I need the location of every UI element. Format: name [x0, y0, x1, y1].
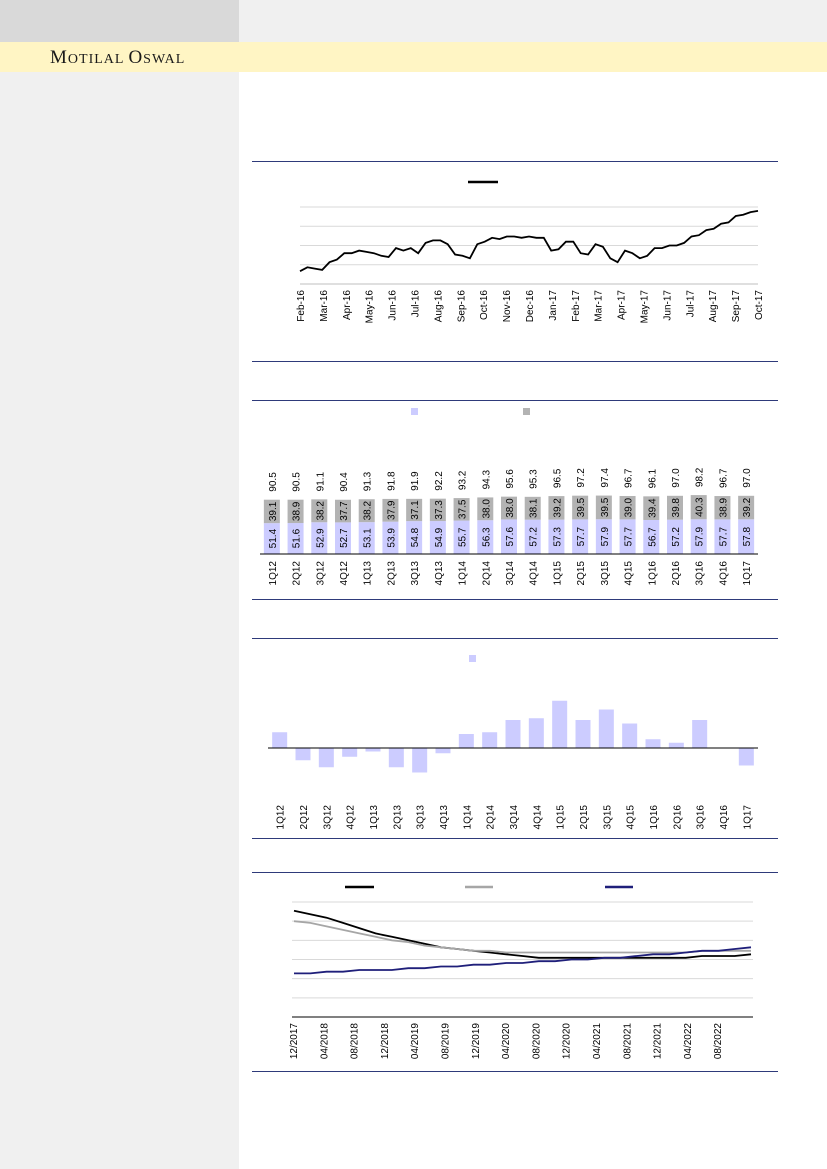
- data-label-segment-1: 57.2: [671, 527, 682, 547]
- x-tick-label: Aug-16: [433, 290, 445, 323]
- chart-4-svg: [250, 873, 778, 1070]
- data-label-segment-1: 52.9: [315, 528, 327, 548]
- bar: [552, 701, 567, 748]
- x-tick-label: 2Q16: [671, 561, 682, 586]
- x-tick-label: 08/2020: [531, 1023, 543, 1060]
- x-tick-label: 2Q13: [386, 561, 398, 586]
- x-tick-label: 3Q12: [322, 805, 334, 830]
- x-tick-label: Nov-16: [502, 290, 514, 323]
- data-label-segment-2: 40.3: [694, 497, 706, 517]
- x-tick-label: 4Q15: [623, 561, 635, 586]
- data-label-segment-2: 39.4: [647, 498, 659, 518]
- x-tick-label: 1Q15: [555, 805, 567, 830]
- chart4-bottom-rule: [252, 1071, 778, 1072]
- data-label-segment-1: 51.4: [267, 528, 279, 549]
- brand-logo: MOTILAL OSWAL: [50, 47, 186, 68]
- data-label-segment-2: 38.2: [362, 500, 374, 521]
- data-label-total: 96.7: [623, 468, 635, 488]
- bar: [412, 748, 427, 773]
- x-tick-label: Feb-16: [296, 290, 307, 322]
- data-label-segment-1: 56.7: [647, 527, 659, 547]
- x-tick-label: 3Q14: [505, 561, 516, 586]
- x-tick-label: 08/2018: [349, 1023, 361, 1060]
- data-label-segment-2: 38.0: [505, 498, 516, 518]
- x-tick-label: 1Q16: [647, 561, 659, 586]
- x-tick-label: Jul-17: [685, 290, 697, 318]
- chart2-bottom-rule: [252, 599, 778, 600]
- x-tick-label: 1Q17: [742, 561, 754, 586]
- x-tick-label: Oct-17: [754, 290, 765, 321]
- data-label-segment-2: 38.2: [315, 501, 327, 521]
- chart-3-bar: [250, 639, 778, 837]
- x-tick-label: 2Q12: [291, 561, 303, 586]
- data-label-segment-1: 57.9: [694, 526, 706, 547]
- data-label-segment-1: 54.9: [433, 527, 445, 548]
- bar: [389, 748, 404, 767]
- data-label-segment-2: 37.5: [457, 499, 469, 520]
- legend-swatch: [469, 655, 476, 662]
- bar: [482, 732, 497, 748]
- x-tick-label: 12/2020: [561, 1023, 573, 1060]
- data-label-total: 95.6: [505, 469, 516, 489]
- data-label-segment-2: 39.2: [742, 497, 754, 518]
- data-label-segment-1: 56.3: [481, 527, 493, 547]
- data-label-total: 98.2: [694, 467, 706, 488]
- data-label-total: 96.1: [647, 468, 659, 489]
- data-label-total: 91.9: [410, 471, 422, 491]
- x-tick-label: 4Q14: [528, 561, 540, 586]
- bar: [646, 739, 661, 748]
- x-tick-label: 1Q14: [457, 561, 469, 586]
- data-label-segment-1: 54.8: [410, 527, 422, 548]
- data-label-total: 97.2: [576, 468, 588, 488]
- legend-swatch-2: [523, 408, 530, 415]
- bar: [529, 718, 544, 748]
- data-label-segment-2: 39.5: [576, 497, 588, 518]
- data-label-total: 90.5: [267, 472, 279, 492]
- series-line-3: [294, 947, 751, 973]
- x-tick-label: 1Q12: [267, 561, 279, 586]
- data-label-total: 94.3: [481, 469, 493, 490]
- x-tick-label: 2Q12: [299, 805, 310, 830]
- x-tick-label: 2Q13: [392, 805, 404, 830]
- x-tick-label: 04/2018: [319, 1023, 331, 1060]
- x-tick-label: 3Q14: [509, 805, 520, 830]
- bar: [366, 748, 381, 752]
- x-tick-label: 08/2021: [622, 1023, 634, 1060]
- data-label-total: 97.4: [599, 468, 611, 488]
- chart-2-svg: [250, 401, 778, 598]
- data-label-segment-1: 57.7: [623, 526, 635, 547]
- x-tick-label: Mar-16: [318, 290, 330, 322]
- x-tick-label: 3Q16: [694, 561, 706, 586]
- x-tick-label: 1Q15: [552, 561, 564, 586]
- data-label-segment-1: 53.1: [362, 528, 374, 548]
- data-label-segment-2: 39.8: [671, 498, 682, 518]
- data-label-total: 91.8: [386, 471, 398, 491]
- x-tick-label: Jan-17: [547, 290, 559, 321]
- data-label-segment-2: 37.1: [410, 500, 422, 520]
- bar: [669, 743, 684, 748]
- bar: [296, 748, 311, 760]
- data-label-total: 90.5: [291, 472, 303, 492]
- series-line-2: [294, 921, 751, 952]
- data-label-total: 93.2: [457, 470, 469, 491]
- data-label-segment-2: 37.3: [433, 500, 445, 520]
- x-tick-label: Aug-17: [708, 290, 720, 323]
- data-label-segment-1: 51.6: [291, 528, 303, 549]
- x-tick-label: 2Q14: [481, 561, 493, 586]
- data-label-segment-1: 52.7: [339, 528, 350, 548]
- x-tick-label: 12/2019: [470, 1023, 482, 1060]
- x-tick-label: 4Q15: [625, 805, 637, 830]
- data-label-segment-1: 57.6: [505, 526, 516, 547]
- left-top-block: [0, 0, 239, 42]
- x-tick-label: 08/2019: [440, 1023, 452, 1060]
- x-tick-label: 4Q13: [439, 805, 450, 830]
- x-tick-label: 3Q15: [599, 561, 611, 586]
- x-tick-label: 4Q16: [718, 561, 730, 586]
- chart3-bottom-rule: [252, 838, 778, 839]
- chart-1-index-line: [250, 162, 778, 360]
- bar: [739, 748, 754, 766]
- data-label-total: 92.2: [433, 471, 445, 491]
- data-label-segment-1: 57.9: [599, 526, 611, 547]
- data-label-segment-1: 57.7: [576, 526, 588, 547]
- bar: [599, 710, 614, 749]
- bar: [692, 720, 707, 748]
- data-label-segment-1: 55.7: [457, 527, 469, 548]
- x-tick-label: Jun-16: [387, 290, 399, 321]
- chart-2-stacked-bar: [250, 401, 778, 598]
- x-tick-label: 3Q12: [315, 561, 327, 586]
- x-tick-label: May-16: [364, 290, 376, 324]
- x-tick-label: Apr-17: [616, 290, 628, 321]
- data-label-segment-2: 39.2: [552, 498, 564, 518]
- data-label-segment-2: 39.5: [599, 497, 611, 518]
- bar: [576, 720, 591, 748]
- chart-1-svg: [250, 162, 778, 360]
- data-label-total: 96.5: [552, 468, 564, 489]
- x-tick-label: 3Q13: [415, 805, 427, 830]
- data-label-segment-1: 53.9: [386, 528, 398, 548]
- data-label-segment-2: 38.1: [528, 498, 540, 518]
- data-label-segment-2: 37.9: [386, 500, 398, 521]
- data-label-segment-1: 57.2: [528, 527, 540, 547]
- data-label-total: 97.0: [671, 468, 682, 488]
- data-label-total: 96.7: [718, 468, 730, 489]
- x-tick-label: 2Q14: [485, 805, 497, 830]
- x-tick-label: 3Q16: [695, 805, 707, 830]
- x-tick-label: May-17: [639, 290, 651, 324]
- x-tick-label: 4Q12: [345, 805, 357, 830]
- x-tick-label: Sep-16: [456, 290, 468, 323]
- bar: [319, 748, 334, 767]
- data-label-segment-2: 39.1: [267, 501, 279, 522]
- x-tick-label: 04/2022: [682, 1023, 694, 1060]
- chart1-bottom-rule: [252, 361, 778, 362]
- x-tick-label: 04/2021: [592, 1023, 603, 1060]
- x-tick-label: 12/2021: [652, 1023, 664, 1060]
- x-tick-label: 1Q17: [742, 805, 754, 830]
- data-label-segment-2: 39.0: [623, 497, 635, 518]
- bar: [342, 748, 357, 757]
- bar: [622, 724, 637, 749]
- chart-4-multi-line: [250, 873, 778, 1070]
- x-tick-label: 12/2017: [289, 1023, 300, 1060]
- x-tick-label: Dec-16: [525, 290, 536, 323]
- x-tick-label: 1Q14: [462, 805, 474, 830]
- top-strip: [239, 0, 827, 42]
- data-label-segment-1: 57.7: [718, 526, 730, 547]
- bar: [272, 732, 287, 748]
- x-tick-label: 2Q15: [579, 805, 590, 830]
- data-label-total: 97.0: [742, 468, 754, 488]
- x-tick-label: 3Q13: [410, 561, 422, 586]
- data-label-segment-1: 57.8: [742, 526, 754, 547]
- x-tick-label: Mar-17: [593, 290, 605, 322]
- x-tick-label: Jul-16: [410, 290, 422, 318]
- x-tick-label: 1Q13: [362, 561, 374, 586]
- x-tick-label: 1Q12: [275, 805, 287, 830]
- x-tick-label: Jun-17: [662, 290, 674, 321]
- x-tick-label: 08/2022: [713, 1023, 725, 1060]
- data-label-total: 91.1: [315, 471, 327, 492]
- x-tick-label: 04/2019: [410, 1023, 422, 1060]
- x-tick-label: 2Q15: [576, 561, 588, 586]
- x-tick-label: Apr-16: [341, 290, 353, 321]
- series-line: [300, 211, 758, 271]
- data-label-segment-2: 38.0: [481, 499, 493, 519]
- data-label-segment-2: 38.9: [291, 501, 303, 522]
- legend-swatch-1: [411, 408, 418, 415]
- x-tick-label: 4Q13: [433, 561, 445, 586]
- data-label-total: 95.3: [528, 469, 540, 489]
- data-label-segment-2: 37.7: [339, 501, 350, 521]
- x-tick-label: Sep-17: [731, 289, 743, 323]
- x-tick-label: 1Q16: [649, 805, 660, 830]
- x-tick-label: 3Q15: [602, 805, 614, 830]
- bar: [459, 734, 474, 748]
- x-tick-label: 1Q13: [369, 805, 380, 830]
- chart-3-svg: [250, 639, 778, 837]
- x-tick-label: 4Q14: [532, 805, 544, 830]
- x-tick-label: 4Q12: [339, 561, 350, 586]
- data-label-segment-2: 38.9: [718, 497, 730, 518]
- bar: [436, 748, 451, 753]
- data-label-segment-1: 57.3: [552, 527, 564, 547]
- data-label-total: 90.4: [339, 472, 350, 492]
- x-tick-label: 2Q16: [672, 805, 684, 830]
- bar: [506, 720, 521, 748]
- x-tick-label: 4Q16: [719, 805, 730, 830]
- x-tick-label: 04/2020: [501, 1023, 513, 1060]
- x-tick-label: Feb-17: [570, 290, 582, 322]
- data-label-total: 91.3: [362, 471, 374, 492]
- x-tick-label: 12/2018: [379, 1023, 391, 1060]
- x-tick-label: Oct-16: [479, 290, 491, 321]
- left-margin-panel: [0, 0, 239, 1169]
